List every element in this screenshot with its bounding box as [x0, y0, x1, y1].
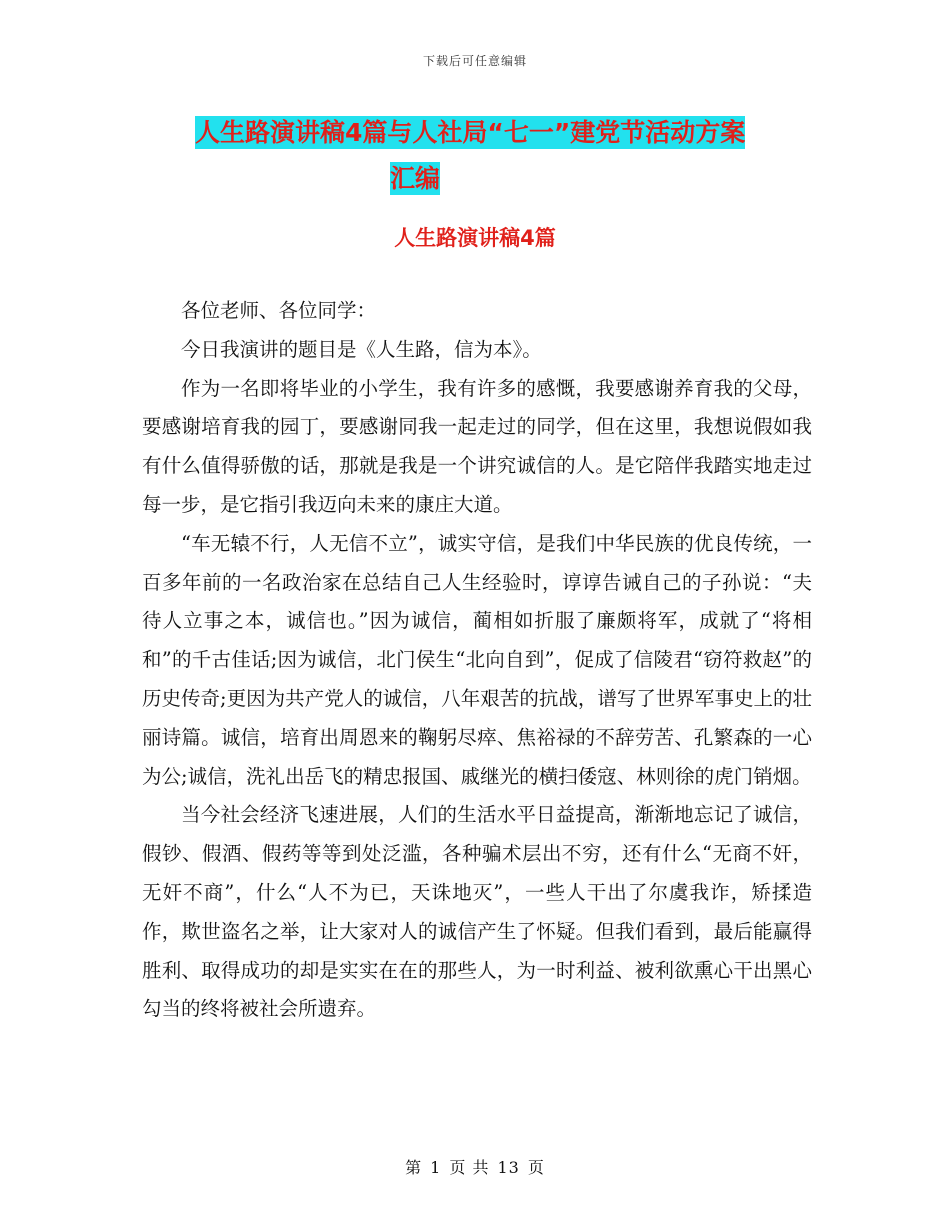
section-title: 人生路演讲稿4篇	[394, 226, 556, 250]
body-text	[142, 292, 812, 1029]
document-title-line-1	[190, 110, 820, 156]
paragraph: 作为一名即将毕业的小学生，我有许多的感慨，我要感谢养育我的父母，要感谢培育我的园丁，要感谢同我一起走过的同学，但在这里，我想说假如我有什么值得骄傲的话，那就是我是一个讲究诚信的人。是它陪伴我踏实地走过每一步，是它指引我迈向未来的康庄大道。	[142, 376, 812, 516]
paragraph: 今日我演讲的题目是《人生路，信为本》。	[181, 337, 542, 361]
paragraph: 当今社会经济飞速进展，人们的生活水平日益提高，渐渐地忘记了诚信，假钞、假酒、假药等等到处泛滥，各种骗术层出不穷，还有什么“无商不奸，无奸不商”，什么“人不为已，天诛地灭”，一些人干出了尔虞我诈，矫揉造作，欺世盗名之举，让大家对人的诚信产生了怀疑。但我们看到，最后能赢得胜利、取得成功的却是实实在在的那些人，为一时利益、被利欲熏心干出黑心勾当的终将被社会所遗弃。	[142, 803, 812, 1021]
footer-middle: 页 共	[449, 1158, 490, 1177]
total-pages: 13	[497, 1158, 520, 1177]
paragraph: 各位老师、各位同学：	[181, 299, 377, 322]
page-number: 1	[430, 1158, 442, 1177]
document-title	[190, 110, 820, 202]
page-footer	[0, 1155, 950, 1178]
title-highlight-1: 人生路演讲稿4篇与人社局“七一”建党节活动方案	[195, 118, 746, 147]
document-title-line-2	[190, 156, 820, 202]
footer-prefix: 第	[405, 1158, 423, 1177]
header-note: 下载后可任意编辑	[422, 54, 527, 68]
footer-suffix: 页	[527, 1158, 545, 1177]
paragraph: “车无辕不行，人无信不立”，诚实守信，是我们中华民族的优良传统，一百多年前的一名政治家在总结自己人生经验时，谆谆告诫自己的子孙说：“夫待人立事之本，诚信也。”因为诚信，蔺相如折服了廉颇将军，成就了“将相和”的千古佳话;因为诚信，北门侯生“北向自到”，促成了信陵君“窃符救赵”的历史传奇;更因为共产党人的诚信，八年艰苦的抗战，谱写了世界军事史上的壮丽诗篇。诚信，培育出周恩来的鞠躬尽瘁、焦裕禄的不辞劳苦、孔繁森的一心为公;诚信，洗礼出岳飞的精忠报国、戚继光的横扫倭寇、林则徐的虎门销烟。	[142, 531, 812, 788]
title-highlight-2: 汇编	[389, 164, 440, 193]
